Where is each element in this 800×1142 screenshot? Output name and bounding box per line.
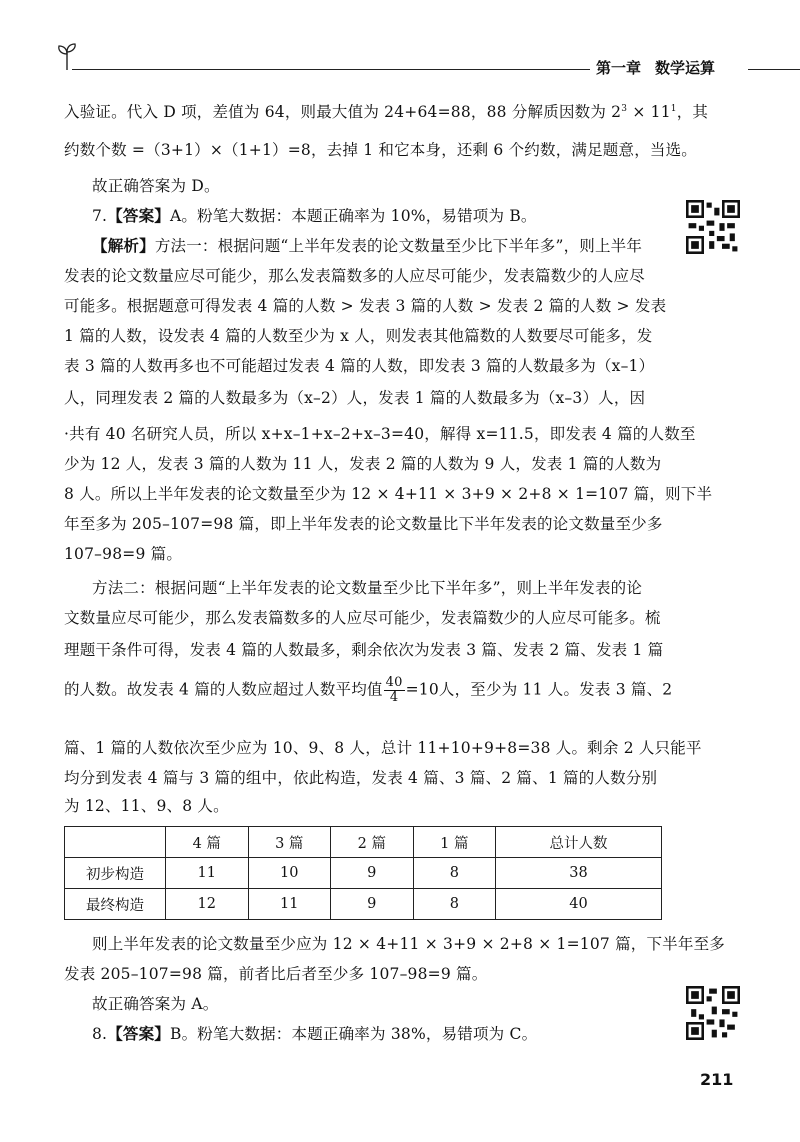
analysis-line: 【解析】方法一：根据问题“上半年发表的论文数量至少比下半年多”，则上半年 — [92, 237, 643, 255]
table-header-cell: 总计人数 — [496, 827, 662, 858]
page-number: 211 — [700, 1070, 734, 1089]
text-line: 文数量应尽可能少，那么发表篇数多的人应尽可能少，发表篇数少的人应尽可能多。梳 — [64, 609, 661, 627]
text-line: 约数个数 =（3+1）×（1+1）=8，去掉 1 和它本身，还剩 6 个约数，满足题意，当选。 — [64, 141, 698, 159]
table-cell: 9 — [331, 889, 414, 920]
text-line: 理题干条件可得，发表 4 篇的人数最多，剩余依次为发表 3 篇、发表 2 篇、发表 1 篇 — [64, 641, 664, 659]
text-line: 8 人。所以上半年发表的论文数量至少为 12 × 4+11 × 3+9 × 2+8 × 1=107 篇，则下半 — [64, 485, 713, 503]
table-row — [65, 858, 662, 889]
text-line: 人，同理发表 2 篇的人数最多为（x–2）人，发表 1 篇的人数最多为（x–3）人，因 — [64, 389, 646, 407]
table-header-cell: 4 篇 — [166, 827, 249, 858]
table-header-row — [65, 827, 662, 858]
construction-table — [64, 826, 662, 920]
text-line: 篇、1 篇的人数依次至少应为 10、9、8 人，总计 11+10+9+8=38 人。剩余 2 人只能平 — [64, 739, 702, 757]
table-cell: 8 — [413, 858, 496, 889]
table-header-cell: 2 篇 — [331, 827, 414, 858]
text-line: 均分到发表 4 篇与 3 篇的组中，依此构造，发表 4 篇、3 篇、2 篇、1 篇的人数分别 — [64, 769, 658, 787]
answer-line-7: 7.【答案】A。粉笔大数据：本题正确率为 10%，易错项为 B。 — [92, 207, 537, 225]
text-line: 可能多。根据题意可得发表 4 篇的人数 > 发表 3 篇的人数 > 发表 2 篇的人数 > 发表 — [64, 297, 667, 315]
leaf-icon — [56, 42, 78, 72]
text-line: 少为 12 人，发表 3 篇的人数为 11 人，发表 2 篇的人数为 9 人，发表 1 篇的人数为 — [64, 455, 662, 473]
qr-code-icon — [686, 200, 740, 254]
table-cell: 初步构造 — [65, 858, 166, 889]
page-header — [0, 40, 800, 90]
text-line: 故正确答案为 A。 — [92, 995, 219, 1013]
table-header-cell: 1 篇 — [413, 827, 496, 858]
qr-code-icon — [686, 986, 740, 1040]
table-cell: 38 — [496, 858, 662, 889]
text-line: 入验证。代入 D 项，差值为 64，则最大值为 24+64=88，88 分解质因数为 $2^3 \times 11^1$，其 — [64, 103, 709, 121]
text-line: 为 12、11、9、8 人。 — [64, 797, 229, 815]
table-cell: 11 — [248, 889, 331, 920]
table-cell: 10 — [248, 858, 331, 889]
text-line: 发表的论文数量应尽可能少，那么发表篇数多的人应尽可能少，发表篇数少的人应尽 — [64, 267, 645, 285]
table-cell: 最终构造 — [65, 889, 166, 920]
text-line: 年至多为 205–107=98 篇，即上半年发表的论文数量比下半年发表的论文数量至少多 — [64, 515, 663, 533]
answer-line-8: 8.【答案】B。粉笔大数据：本题正确率为 38%，易错项为 C。 — [92, 1025, 538, 1043]
analysis-tag: 【解析】 — [92, 237, 155, 255]
chapter-name: 数学运算 — [655, 59, 716, 77]
table-header-cell: 3 篇 — [248, 827, 331, 858]
chapter-number: 第一章 — [596, 59, 642, 77]
table-cell: 9 — [331, 858, 414, 889]
text-line: 方法二：根据问题“上半年发表的论文数量至少比下半年多”，则上半年发表的论 — [92, 579, 643, 597]
chapter-title — [596, 57, 729, 78]
text-line: 故正确答案为 D。 — [92, 177, 220, 195]
table-cell: 12 — [166, 889, 249, 920]
table-header-cell — [65, 827, 166, 858]
header-rule-left — [72, 69, 590, 70]
text-line: 107–98=9 篇。 — [64, 545, 183, 563]
text-line: 则上半年发表的论文数量至少应为 12 × 4+11 × 3+9 × 2+8 × 1=107 篇，下半年至多 — [92, 935, 725, 953]
header-rule-right — [748, 69, 800, 70]
fraction: $\frac{40}{4}$ — [385, 675, 403, 705]
text-line-fraction: 的人数。故发表 4 篇的人数应超过人数平均值 $\frac{40}{4}$ =10人，至少为 11 人。发表 3 篇、2 — [64, 675, 673, 705]
answer-tag: 【答案】 — [107, 207, 171, 225]
text-line: ·共有 40 名研究人员，所以 x+x–1+x–2+x–3=40，解得 x=11.5，即发表 4 篇的人数至 — [64, 425, 696, 443]
answer-tag: 【答案】 — [107, 1025, 171, 1043]
table-cell: 11 — [166, 858, 249, 889]
table-cell: 40 — [496, 889, 662, 920]
text-line: 表 3 篇的人数再多也不可能超过发表 4 篇的人数，即发表 3 篇的人数最多为（x–1） — [64, 357, 655, 375]
table-cell: 8 — [413, 889, 496, 920]
text-line: 发表 205–107=98 篇，前者比后者至少多 107–98=9 篇。 — [64, 965, 488, 983]
text-line: 1 篇的人数，设发表 4 篇的人数至少为 x 人，则发表其他篇数的人数要尽可能多，发 — [64, 327, 653, 345]
table-row — [65, 889, 662, 920]
